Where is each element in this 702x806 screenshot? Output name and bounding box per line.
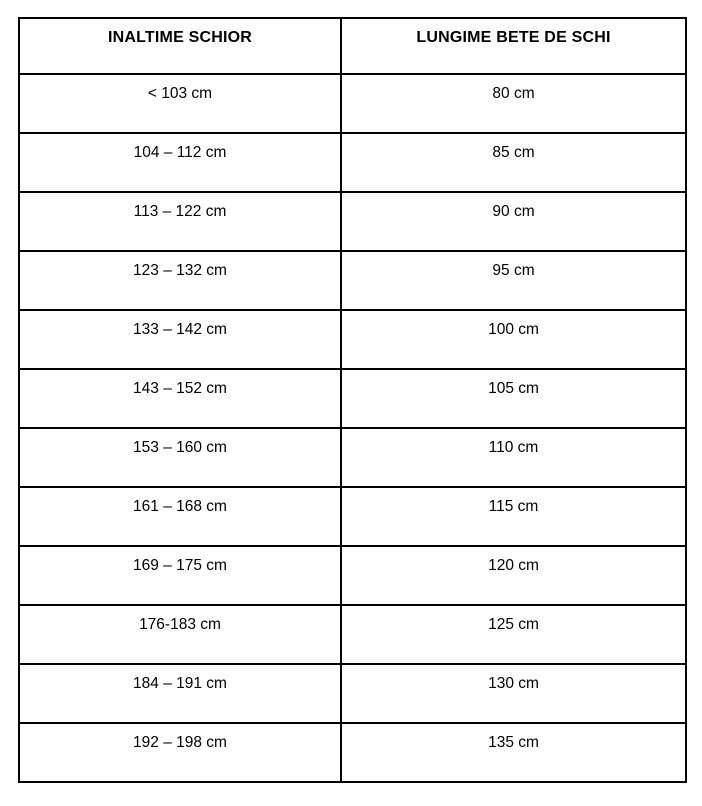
table-row — [19, 310, 686, 369]
table-row — [19, 428, 686, 487]
table-cell-skier-height: 104 – 112 cm — [19, 133, 341, 192]
table-cell-pole-length: 115 cm — [341, 487, 686, 546]
table-cell-pole-length: 135 cm — [341, 723, 686, 782]
table-row — [19, 251, 686, 310]
table-cell-pole-length: 95 cm — [341, 251, 686, 310]
table-row — [19, 369, 686, 428]
table-row — [19, 723, 686, 782]
table-row — [19, 605, 686, 664]
table-cell-skier-height: 176-183 cm — [19, 605, 341, 664]
table-header-row — [19, 18, 686, 74]
table-cell-pole-length: 125 cm — [341, 605, 686, 664]
table-row — [19, 192, 686, 251]
table-cell-pole-length: 130 cm — [341, 664, 686, 723]
table-cell-skier-height: 161 – 168 cm — [19, 487, 341, 546]
table-row — [19, 664, 686, 723]
table-cell-pole-length: 100 cm — [341, 310, 686, 369]
table-cell-pole-length: 120 cm — [341, 546, 686, 605]
table-cell-pole-length: 105 cm — [341, 369, 686, 428]
table-cell-skier-height: 192 – 198 cm — [19, 723, 341, 782]
column-header-skier-height: INALTIME SCHIOR — [19, 18, 341, 74]
ski-pole-sizing-table — [18, 17, 687, 783]
table-cell-skier-height: 133 – 142 cm — [19, 310, 341, 369]
table-cell-skier-height: 153 – 160 cm — [19, 428, 341, 487]
column-header-pole-length: LUNGIME BETE DE SCHI — [341, 18, 686, 74]
table-cell-pole-length: 80 cm — [341, 74, 686, 133]
table-row — [19, 74, 686, 133]
table-cell-skier-height: 143 – 152 cm — [19, 369, 341, 428]
table-row — [19, 133, 686, 192]
table-row — [19, 487, 686, 546]
table-cell-skier-height: 113 – 122 cm — [19, 192, 341, 251]
table-row — [19, 546, 686, 605]
table-cell-skier-height: < 103 cm — [19, 74, 341, 133]
table-cell-skier-height: 184 – 191 cm — [19, 664, 341, 723]
table-cell-pole-length: 85 cm — [341, 133, 686, 192]
table-cell-skier-height: 169 – 175 cm — [19, 546, 341, 605]
table-cell-pole-length: 90 cm — [341, 192, 686, 251]
table-cell-skier-height: 123 – 132 cm — [19, 251, 341, 310]
table-body — [19, 74, 686, 782]
table-cell-pole-length: 110 cm — [341, 428, 686, 487]
